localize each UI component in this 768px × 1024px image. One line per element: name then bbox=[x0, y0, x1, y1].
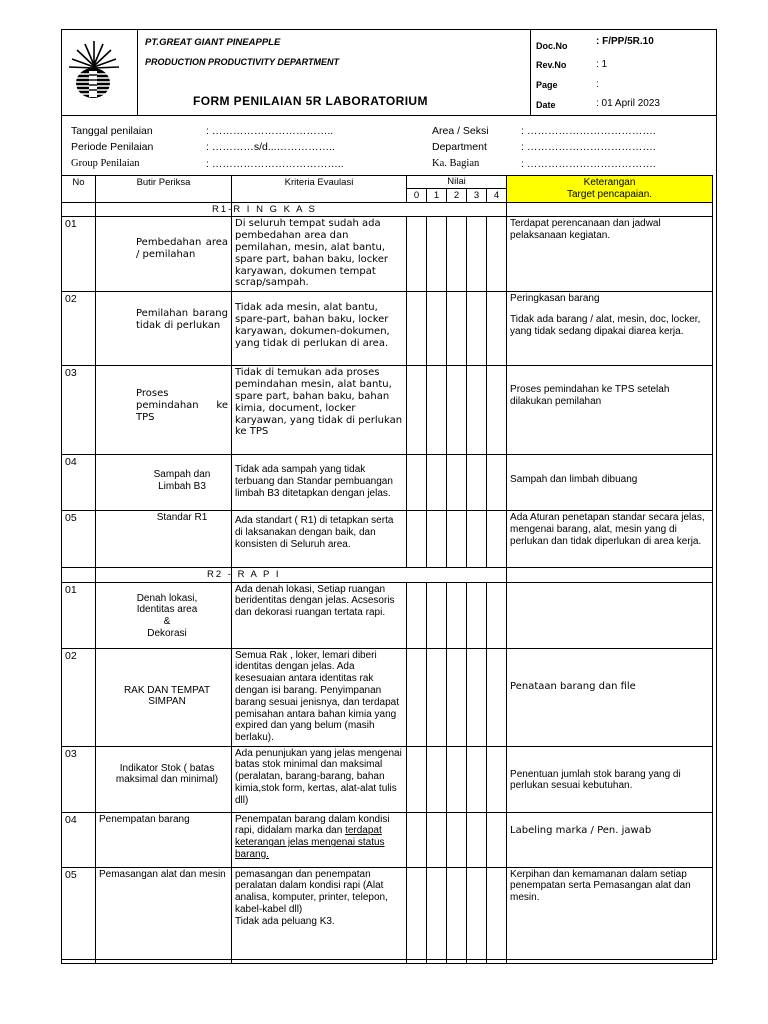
area-field[interactable]: : ………………………………. bbox=[521, 125, 656, 137]
score-cell-1[interactable] bbox=[427, 648, 447, 746]
kriteria-evaluasi: Tidak di temukan ada proses pemindahan mesin, alat bantu, spare part, bahan baku, bahan kimia, document, locker karyawan, yang tidak di perlukan ke TPS bbox=[232, 366, 407, 455]
score-cell-3[interactable] bbox=[467, 455, 487, 511]
keterangan-cell: Penentuan jumlah stok barang yang di perlukan sesuai kebutuhan. bbox=[507, 746, 713, 812]
score-cell-2[interactable] bbox=[447, 812, 467, 867]
score-cell-0[interactable] bbox=[407, 648, 427, 746]
score-cell-0[interactable] bbox=[407, 746, 427, 812]
form-title: FORM PENILAIAN 5R LABORATORIUM bbox=[193, 94, 428, 108]
col-kriteria-header: Kriteria Evaulasi bbox=[232, 176, 407, 203]
butir-line: Denah lokasi, bbox=[136, 592, 198, 604]
kriteria-text: pemasangan dan penempatan peralatan dalam kondisi rapi (Alat analisa, komputer, printer, telepon, kabel-kabel dll) bbox=[235, 868, 388, 915]
score-cell-1[interactable] bbox=[427, 582, 447, 648]
date-label: Date bbox=[536, 100, 556, 110]
rev-no-value: : 1 bbox=[596, 59, 608, 70]
keterangan-cell: Sampah dan limbah dibuang bbox=[507, 455, 713, 511]
department-field[interactable]: : ………………………………. bbox=[521, 141, 656, 153]
row-no: 02 bbox=[62, 648, 96, 746]
score-cell-3[interactable] bbox=[467, 366, 487, 455]
score-cell-3[interactable] bbox=[467, 511, 487, 568]
score-cell-3[interactable] bbox=[467, 582, 487, 648]
score-cell-4[interactable] bbox=[487, 455, 507, 511]
butir-periksa: Proses pemindahan ke TPS bbox=[96, 366, 232, 455]
score-cell-3[interactable] bbox=[467, 648, 487, 746]
score-cell-4[interactable] bbox=[487, 582, 507, 648]
header-bottom-line bbox=[61, 115, 717, 116]
score-cell-4[interactable] bbox=[487, 292, 507, 366]
score-cell-1[interactable] bbox=[427, 366, 447, 455]
kriteria-evaluasi: Tidak ada sampah yang tidak terbuang dan Standar pembuangan limbah B3 ditetapkan dengan jelas. bbox=[232, 455, 407, 511]
score-cell-0[interactable] bbox=[407, 867, 427, 963]
department-label: Department bbox=[432, 141, 487, 153]
table-row bbox=[62, 867, 713, 963]
score-cell-4[interactable] bbox=[487, 217, 507, 292]
header-divider bbox=[530, 29, 531, 116]
butir-periksa: Pemasangan alat dan mesin bbox=[96, 867, 232, 963]
score-cell-4[interactable] bbox=[487, 812, 507, 867]
department-name: PRODUCTION PRODUCTIVITY DEPARTMENT bbox=[145, 57, 340, 67]
rev-no-label: Rev.No bbox=[536, 60, 567, 70]
logo-cell bbox=[61, 29, 138, 116]
score-2-header: 2 bbox=[447, 189, 467, 203]
section-r2-title bbox=[207, 568, 507, 582]
score-3-header: 3 bbox=[467, 189, 487, 203]
table-row bbox=[62, 455, 713, 511]
kabag-field[interactable]: : ………………………………. bbox=[521, 158, 656, 170]
score-cell-2[interactable] bbox=[447, 292, 467, 366]
score-cell-4[interactable] bbox=[487, 648, 507, 746]
score-cell-3[interactable] bbox=[467, 292, 487, 366]
col-keterangan-header bbox=[507, 176, 713, 203]
score-cell-1[interactable] bbox=[427, 511, 447, 568]
section-r1-title bbox=[212, 203, 507, 217]
butir-periksa: Penempatan barang bbox=[96, 812, 232, 867]
table-row bbox=[62, 292, 713, 366]
pineapple-logo-icon bbox=[65, 39, 123, 101]
score-cell-0[interactable] bbox=[407, 511, 427, 568]
kriteria-evaluasi: Semua Rak , loker, lemari diberi identitas dengan jelas. Ada kesesuaian antara identitas rak dengan isi barang. Penyimpanan barang sesuai jenisnya, dan terdapat pemisahan antara bahan kimia yang expired dan yang belum (masih berlaku). bbox=[232, 648, 407, 746]
butir-periksa: Sampah dan Limbah B3 bbox=[96, 455, 232, 511]
kriteria-evaluasi: Di seluruh tempat sudah ada pembedahan area dan pemilahan, mesin, alat bantu, spare part, bahan baku, locker karyawan, dokumen tempat scrap/sampah. bbox=[232, 217, 407, 292]
score-cell-2[interactable] bbox=[447, 746, 467, 812]
group-label: Group Penilaian bbox=[71, 158, 140, 169]
score-cell-3[interactable] bbox=[467, 812, 487, 867]
butir-periksa: Standar R1 bbox=[96, 511, 232, 568]
keterangan-detail: Tidak ada barang / alat, mesin, doc, locker, yang tidak sedang dipakai diarea kerja. bbox=[510, 314, 701, 337]
score-cell-0[interactable] bbox=[407, 217, 427, 292]
butir-periksa: Pemilahan barang tidak di perlukan bbox=[96, 292, 232, 366]
table-row bbox=[62, 648, 713, 746]
score-cell-3[interactable] bbox=[467, 867, 487, 963]
col-nilai-header: Nilai bbox=[407, 176, 507, 189]
butir-periksa: Pembedahan area / pemilahan bbox=[96, 217, 232, 292]
keterangan-cell: Proses pemindahan ke TPS setelah dilakukan pemilahan bbox=[507, 366, 713, 455]
evaluation-table bbox=[61, 175, 713, 964]
score-cell-1[interactable] bbox=[427, 867, 447, 963]
kriteria-evaluasi bbox=[232, 867, 407, 963]
keterangan-cell bbox=[507, 582, 713, 648]
row-no: 05 bbox=[62, 867, 96, 963]
group-field[interactable]: : ……………………………….. bbox=[206, 158, 344, 170]
table-row bbox=[62, 217, 713, 292]
score-cell-0[interactable] bbox=[407, 455, 427, 511]
score-cell-2[interactable] bbox=[447, 582, 467, 648]
score-cell-2[interactable] bbox=[447, 217, 467, 292]
row-no: 02 bbox=[62, 292, 96, 366]
score-0-header: 0 bbox=[407, 189, 427, 203]
tanggal-label: Tanggal penilaian bbox=[71, 125, 153, 137]
row-no: 03 bbox=[62, 366, 96, 455]
table-row bbox=[62, 812, 713, 867]
score-cell-2[interactable] bbox=[447, 366, 467, 455]
score-cell-2[interactable] bbox=[447, 511, 467, 568]
page-value: : bbox=[596, 79, 599, 90]
target-title: Target pencapaian. bbox=[566, 188, 653, 200]
keterangan-cell: Labeling marka / Pen. jawab bbox=[507, 812, 713, 867]
score-cell-4[interactable] bbox=[487, 511, 507, 568]
table-row bbox=[62, 511, 713, 568]
row-no: 04 bbox=[62, 812, 96, 867]
score-cell-1[interactable] bbox=[427, 217, 447, 292]
row-no: 03 bbox=[62, 746, 96, 812]
keterangan-title: Keterangan bbox=[583, 177, 636, 188]
keterangan-cell: Ada Aturan penetapan standar secara jelas, mengenai barang, alat, mesin yang di perlukan dan tidak diperlukan di area kerja. bbox=[507, 511, 713, 568]
row-no: 04 bbox=[62, 455, 96, 511]
score-cell-2[interactable] bbox=[447, 455, 467, 511]
date-value: : 01 April 2023 bbox=[596, 98, 660, 109]
keterangan-cell: Kerpihan dan kemamanan dalam setiap penempatan serta Pemasangan alat dan mesin. bbox=[507, 867, 713, 963]
keterangan-cell bbox=[507, 292, 713, 366]
section-r2-label: R2 - R A P I bbox=[207, 569, 281, 581]
tanggal-field[interactable]: : …………………………….. bbox=[206, 125, 334, 137]
kabag-label: Ka. Bagian bbox=[432, 158, 480, 169]
row-no: 01 bbox=[62, 217, 96, 292]
score-cell-4[interactable] bbox=[487, 867, 507, 963]
doc-no-value: : F/PP/5R.10 bbox=[596, 36, 654, 47]
score-cell-4[interactable] bbox=[487, 366, 507, 455]
score-cell-0[interactable] bbox=[407, 582, 427, 648]
row-no: 05 bbox=[62, 511, 96, 568]
company-name: PT.GREAT GIANT PINEAPPLE bbox=[145, 37, 281, 48]
score-1-header: 1 bbox=[427, 189, 447, 203]
keterangan-line: Peringkasan barang bbox=[510, 293, 600, 305]
score-cell-2[interactable] bbox=[447, 648, 467, 746]
col-butir-header: Butir Periksa bbox=[96, 176, 232, 203]
area-label: Area / Seksi bbox=[432, 125, 489, 137]
kriteria-evaluasi: Ada denah lokasi, Setiap ruangan beridentitas dengan jelas. Acsesoris dan dekorasi ruangan tertata rapi. bbox=[232, 582, 407, 648]
section-r1-label: R1-R I N G K A S bbox=[212, 204, 317, 216]
periode-label: Periode Penilaian bbox=[71, 141, 154, 153]
score-4-header: 4 bbox=[487, 189, 507, 203]
score-cell-4[interactable] bbox=[487, 746, 507, 812]
butir-periksa: Indikator Stok ( batas maksimal dan minimal) bbox=[96, 746, 232, 812]
score-cell-3[interactable] bbox=[467, 746, 487, 812]
kriteria-evaluasi: Ada standart ( R1) di tetapkan serta di laksanakan dengan baik, dan konsisten di Seluruh area. bbox=[232, 511, 407, 568]
keterangan-cell: Terdapat perencanaan dan jadwal pelaksanaan kegiatan. bbox=[507, 217, 713, 292]
table-row bbox=[62, 582, 713, 648]
butir-line: Dekorasi bbox=[147, 628, 187, 639]
butir-periksa bbox=[96, 582, 232, 648]
score-cell-1[interactable] bbox=[427, 746, 447, 812]
kriteria-evaluasi: Ada penunjukan yang jelas mengenai batas stok minimal dan maksimal (peralatan, barang-barang, bahan kimia,stok form, kertas, alat-alat tulis dll) bbox=[232, 746, 407, 812]
score-cell-1[interactable] bbox=[427, 812, 447, 867]
score-cell-1[interactable] bbox=[427, 292, 447, 366]
butir-line: & bbox=[163, 616, 171, 628]
table-row bbox=[62, 366, 713, 455]
butir-line: Identitas area bbox=[136, 604, 198, 616]
kriteria-evaluasi bbox=[232, 812, 407, 867]
butir-periksa: RAK DAN TEMPAT SIMPAN bbox=[96, 648, 232, 746]
score-cell-2[interactable] bbox=[447, 867, 467, 963]
kriteria-text-k3: Tidak ada peluang K3. bbox=[235, 915, 335, 927]
doc-no-label: Doc.No bbox=[536, 41, 568, 51]
score-cell-0[interactable] bbox=[407, 812, 427, 867]
kriteria-evaluasi: Tidak ada mesin, alat bantu, spare-part, bahan baku, locker karyawan, dokumen-dokumen, yang tidak di perlukan di area. bbox=[232, 292, 407, 366]
col-no-header: No bbox=[62, 176, 96, 203]
table-row bbox=[62, 746, 713, 812]
page-label: Page bbox=[536, 80, 558, 90]
form-header bbox=[61, 29, 717, 116]
kriteria-underlined: terdapat keterangan jelas mengenai status barang. bbox=[235, 825, 385, 860]
row-no: 01 bbox=[62, 582, 96, 648]
score-cell-1[interactable] bbox=[427, 455, 447, 511]
kriteria-part: Penempatan barang dalam kondisi rapi, didalam marka dan bbox=[235, 813, 390, 837]
score-cell-3[interactable] bbox=[467, 217, 487, 292]
periode-field[interactable]: : …………s/d...…………….. bbox=[206, 141, 335, 153]
score-cell-0[interactable] bbox=[407, 366, 427, 455]
score-cell-0[interactable] bbox=[407, 292, 427, 366]
keterangan-cell: Penataan barang dan file bbox=[507, 648, 713, 746]
